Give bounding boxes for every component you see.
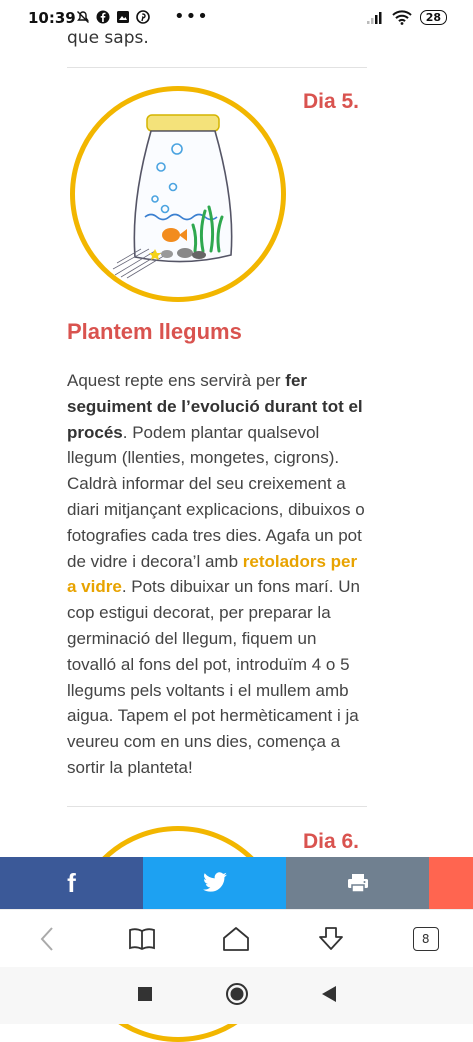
section-divider bbox=[67, 67, 367, 68]
twitter-icon bbox=[202, 872, 228, 894]
jar-illustration bbox=[70, 86, 286, 302]
desc-part-1: Aquest repte ens servirà per bbox=[67, 371, 286, 390]
facebook-icon: f bbox=[67, 867, 76, 898]
back-nav-button[interactable] bbox=[321, 985, 337, 1007]
photo-icon bbox=[116, 10, 130, 24]
mute-icon bbox=[76, 10, 90, 24]
back-button[interactable] bbox=[27, 919, 67, 959]
system-nav-bar bbox=[0, 967, 473, 1024]
home-nav-button[interactable] bbox=[225, 982, 249, 1010]
pinterest-icon bbox=[136, 10, 150, 24]
download-button[interactable] bbox=[311, 919, 351, 959]
battery-icon: 28 bbox=[420, 10, 447, 25]
book-icon bbox=[128, 927, 156, 951]
day-6-label: Dia 6. bbox=[302, 830, 359, 853]
download-icon bbox=[317, 926, 345, 952]
triangle-left-icon bbox=[321, 985, 337, 1003]
desc-bold-1: fer seguiment de l’evolució durant tot el procés bbox=[67, 371, 363, 442]
more-share-button[interactable] bbox=[429, 857, 473, 909]
facebook-share-button[interactable] bbox=[0, 857, 143, 909]
previous-paragraph-tail: que saps. bbox=[67, 28, 149, 48]
recents-button[interactable] bbox=[137, 986, 153, 1006]
tabs-count: 8 bbox=[413, 927, 439, 951]
day-5-label: Dia 5. bbox=[302, 90, 359, 113]
status-right bbox=[366, 10, 447, 25]
home-icon bbox=[222, 926, 250, 952]
wifi-icon bbox=[392, 10, 412, 25]
desc-part-2: . Podem plantar qualsevol llegum (llenties, mongetes, cigrons). Caldrà informar del seu creixement a diari mitjançant explicacions, dibuixos o fotografies cada tres dies. Agafa un pot de vidre i decora’l amb bbox=[67, 422, 365, 571]
share-bar bbox=[0, 857, 473, 909]
print-button[interactable] bbox=[286, 857, 429, 909]
bookmarks-button[interactable] bbox=[122, 919, 162, 959]
status-overflow: ••• bbox=[174, 6, 209, 27]
square-icon bbox=[137, 986, 153, 1002]
status-time: 10:39 bbox=[28, 9, 76, 27]
circle-icon bbox=[225, 982, 249, 1006]
challenge-description bbox=[67, 368, 365, 781]
chevron-left-icon bbox=[39, 926, 55, 952]
jar-drawing bbox=[75, 91, 281, 297]
glass-markers-link[interactable]: retoladors per a vidre bbox=[67, 551, 358, 597]
desc-part-3: . Pots dibuixar un fons marí. Un cop estigui decorat, per preparar la germinació del llegum, fiquem un tovalló al fons del pot, introduïm 4 o 5 llegums pels voltants i el mullem amb aigua. Tapem el pot hermèticament i ja veureu com en uns dies, comença a sortir la planteta! bbox=[67, 577, 360, 777]
section-divider-2 bbox=[67, 806, 367, 807]
browser-toolbar bbox=[0, 909, 473, 968]
home-button[interactable] bbox=[216, 919, 256, 959]
twitter-share-button[interactable] bbox=[143, 857, 286, 909]
challenge-title: Plantem llegums bbox=[67, 319, 242, 344]
tabs-button[interactable] bbox=[406, 919, 446, 959]
print-icon bbox=[347, 873, 369, 893]
notification-icons bbox=[76, 10, 150, 24]
signal-icon bbox=[366, 11, 384, 25]
facebook-icon bbox=[96, 10, 110, 24]
